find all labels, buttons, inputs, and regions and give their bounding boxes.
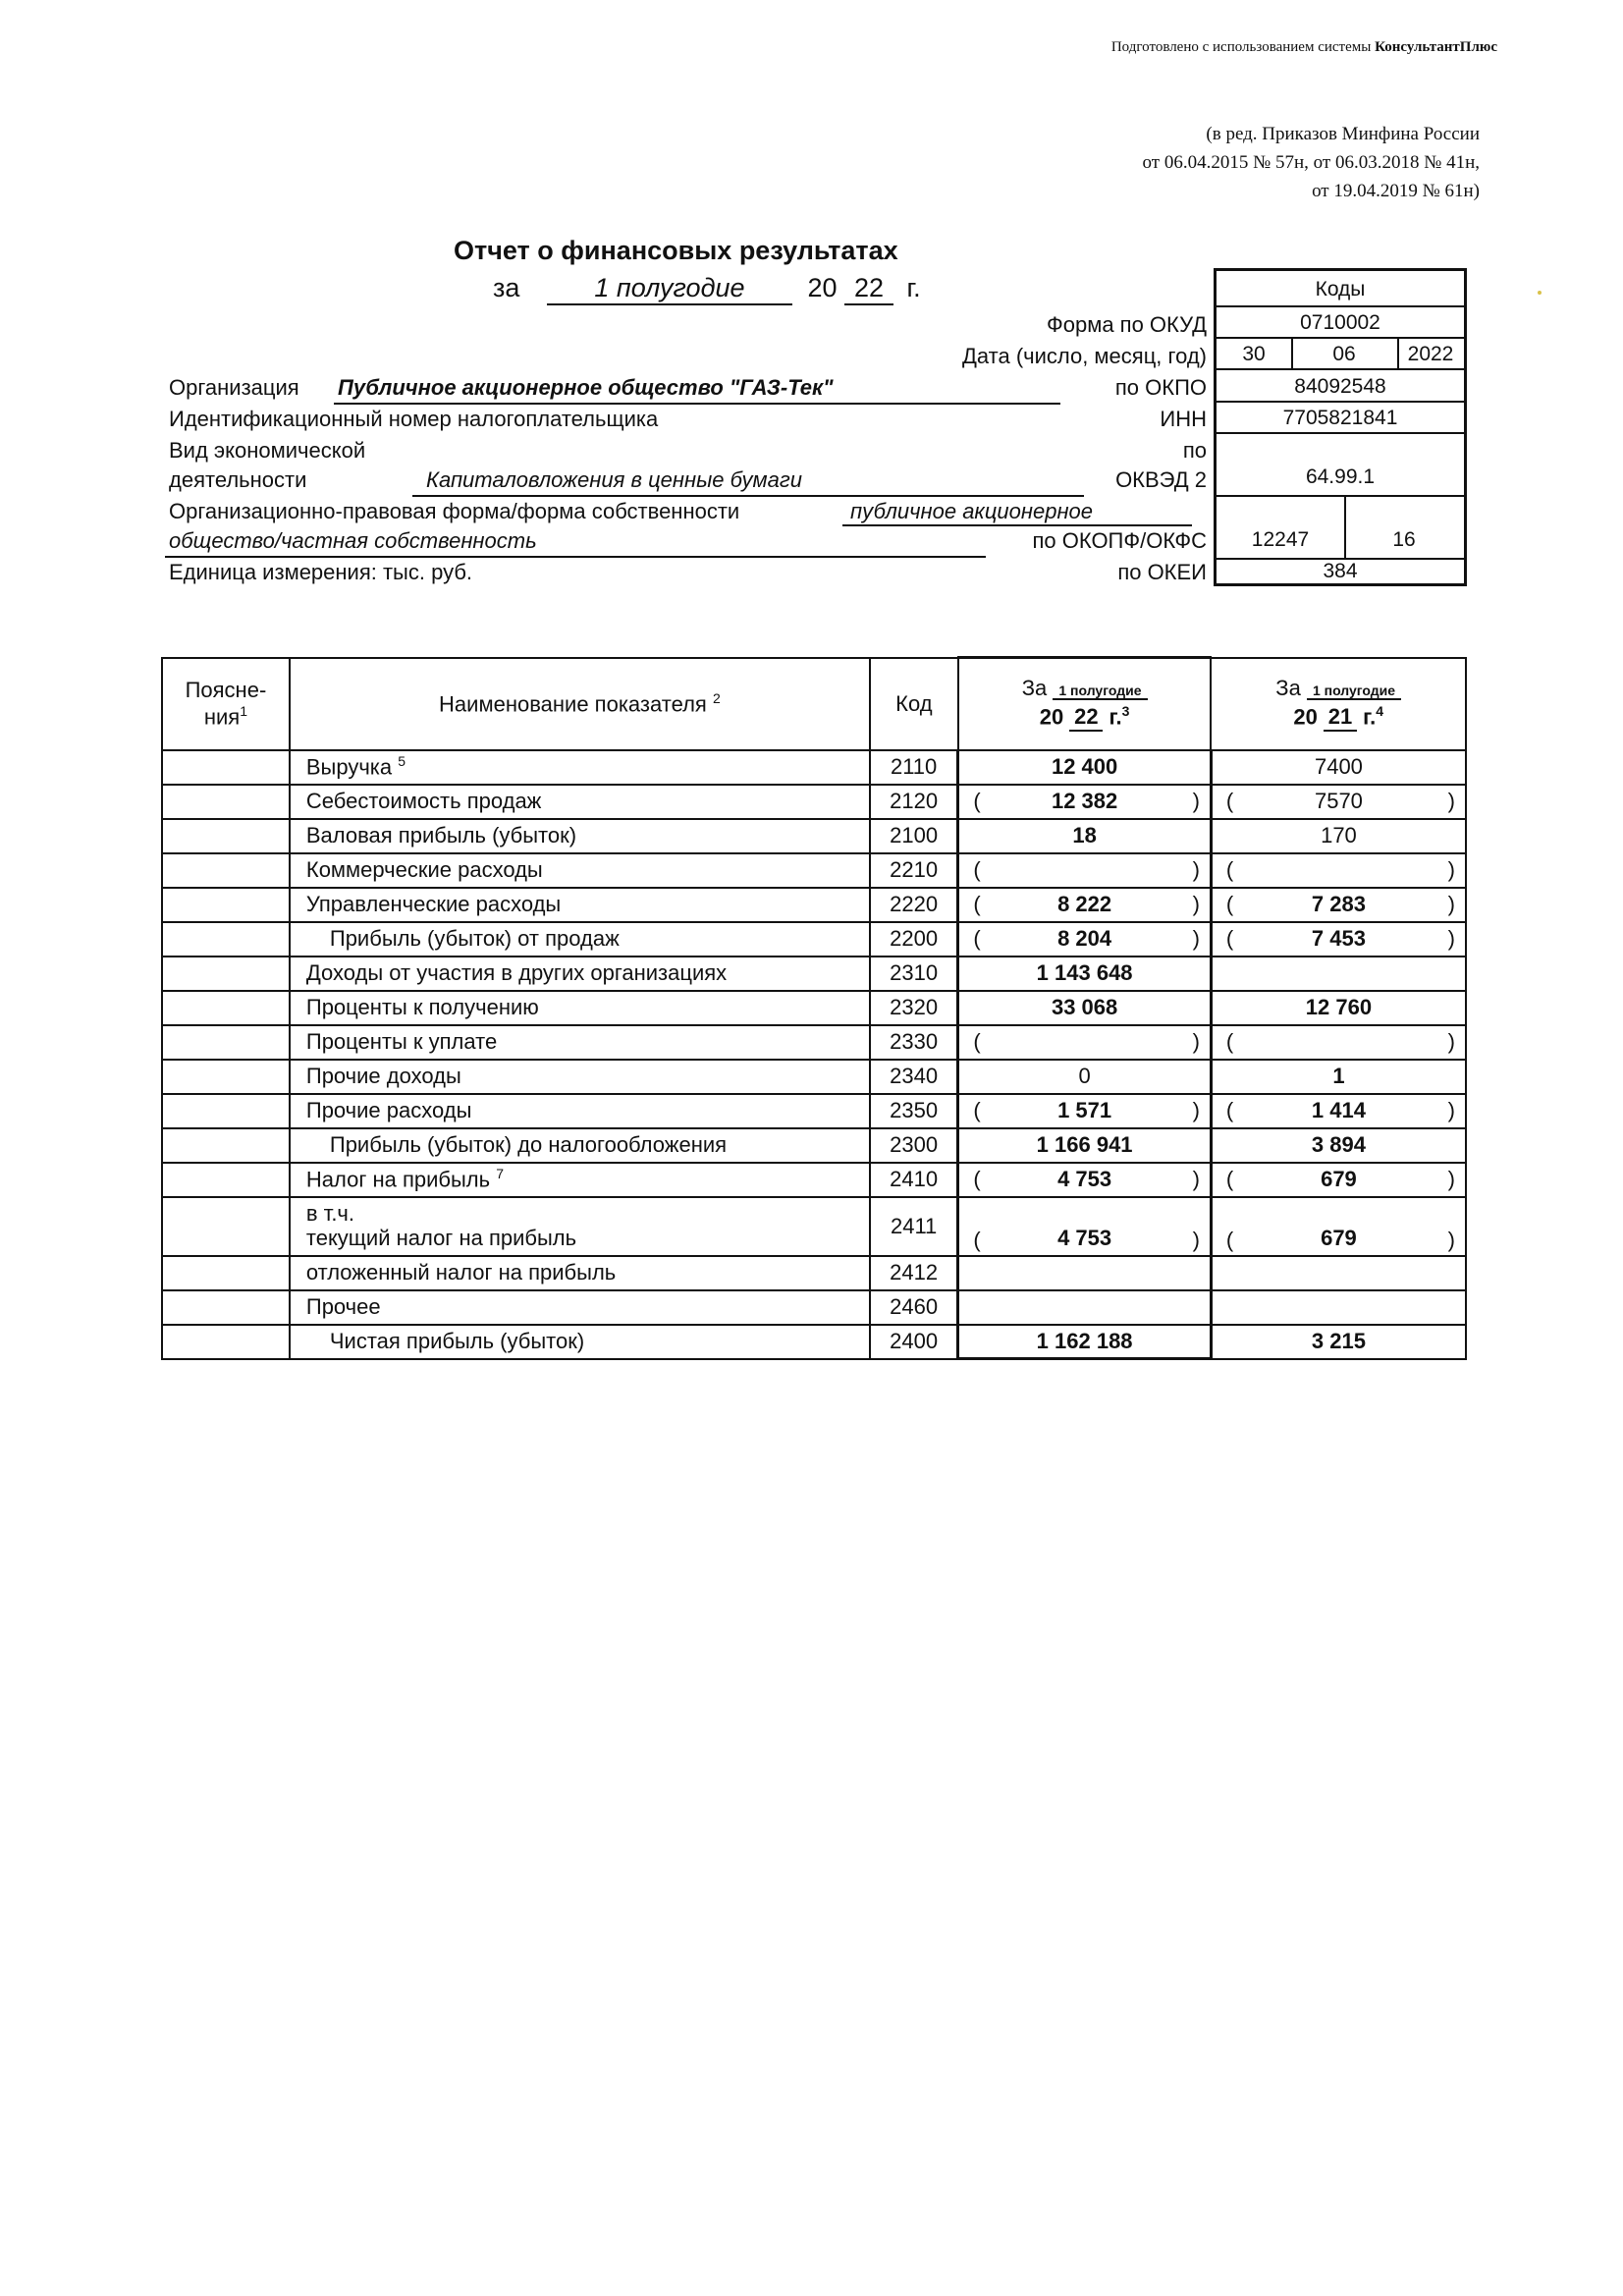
- line-code: 2460: [870, 1290, 958, 1325]
- activity-value: Капиталовложения в ценные бумаги: [426, 467, 802, 492]
- value-text: 4 753: [1057, 1225, 1112, 1250]
- current-period-value: [958, 957, 1212, 991]
- line-code: 2330: [870, 1025, 958, 1060]
- indicator-name: [290, 991, 870, 1025]
- open-parenthesis: (: [1225, 1167, 1234, 1191]
- open-parenthesis: (: [1225, 1227, 1234, 1252]
- close-parenthesis: ): [1447, 1167, 1455, 1191]
- current-period-value: [958, 819, 1212, 853]
- footnote-mark: 4: [1376, 702, 1383, 719]
- close-parenthesis: ): [1192, 1167, 1200, 1191]
- col-prev-year-prefix: 20: [1293, 704, 1318, 730]
- current-period-value: [958, 888, 1212, 922]
- indicator-name: [290, 1325, 870, 1359]
- current-period-value: [958, 922, 1212, 957]
- previous-period-value: [1211, 1060, 1466, 1094]
- col-cur-year: 22: [1069, 704, 1103, 732]
- value-text: 3 894: [1311, 1132, 1366, 1157]
- current-period-value: [958, 1197, 1212, 1256]
- value-text: 12 400: [1051, 754, 1118, 779]
- codes-header: Коды: [1217, 271, 1464, 307]
- notes-cell: [162, 1094, 290, 1128]
- table-row: [162, 922, 1466, 957]
- close-parenthesis: ): [1192, 1227, 1200, 1252]
- previous-period-value: [1211, 1025, 1466, 1060]
- value-text: 1: [1332, 1064, 1345, 1088]
- col-code-header: Код: [870, 658, 958, 750]
- notes-cell: [162, 1256, 290, 1290]
- indicator-name: [290, 888, 870, 922]
- table-row: [162, 1025, 1466, 1060]
- line-code: 2210: [870, 853, 958, 888]
- table-row: [162, 1325, 1466, 1359]
- inn-label: ИНН: [1160, 407, 1207, 431]
- indicator-name-text: Прибыль (убыток) от продаж: [329, 926, 620, 951]
- table-row: [162, 1094, 1466, 1128]
- table-row: [162, 1163, 1466, 1197]
- line-code: 2120: [870, 785, 958, 819]
- value-text: 1 166 941: [1036, 1132, 1133, 1157]
- close-parenthesis: ): [1447, 857, 1455, 882]
- amendment-line: от 06.04.2015 № 57н, от 06.03.2018 № 41н,: [1142, 152, 1480, 173]
- okei-code: 384: [1323, 560, 1358, 582]
- indicator-name-prefix: в т.ч.: [305, 1200, 354, 1226]
- notes-cell: [162, 750, 290, 785]
- indicator-name: [290, 1094, 870, 1128]
- col-prev-year: 21: [1324, 704, 1357, 732]
- indicator-name: [290, 1256, 870, 1290]
- indicator-name-text: Проценты к уплате: [305, 1029, 498, 1054]
- legal-form-label: Организационно-правовая форма/форма собственности: [169, 499, 740, 523]
- okfs-code: 16: [1392, 528, 1416, 551]
- table-row: [162, 750, 1466, 785]
- line-code: 2100: [870, 819, 958, 853]
- line-code: 2310: [870, 957, 958, 991]
- period-year-prefix: 20: [807, 273, 838, 302]
- notes-cell: [162, 922, 290, 957]
- date-day: 30: [1242, 343, 1266, 365]
- table-header-row: [162, 658, 1466, 750]
- indicator-name-text: Управленческие расходы: [305, 892, 562, 916]
- line-code: 2340: [870, 1060, 958, 1094]
- brand-name: КонсультантПлюс: [1375, 39, 1497, 55]
- report-title: Отчет о финансовых результатах: [454, 236, 898, 265]
- amendment-line: (в ред. Приказов Минфина России: [1206, 124, 1480, 144]
- indicator-name: [290, 1060, 870, 1094]
- open-parenthesis: (: [1225, 926, 1234, 951]
- previous-period-value: [1211, 957, 1466, 991]
- okopf-code: 12247: [1251, 528, 1310, 551]
- value-text: 3 215: [1311, 1329, 1366, 1353]
- previous-period-value: [1211, 1128, 1466, 1163]
- inn-label-left: Идентификационный номер налогоплательщика: [169, 407, 659, 431]
- legal-form-underline-2: [165, 556, 986, 558]
- indicator-name: [290, 785, 870, 819]
- close-parenthesis: ): [1192, 857, 1200, 882]
- previous-period-value: [1211, 1325, 1466, 1359]
- activity-label: Вид экономической: [169, 438, 366, 463]
- table-row: [162, 853, 1466, 888]
- table-row: [162, 1256, 1466, 1290]
- close-parenthesis: ): [1447, 892, 1455, 916]
- codes-box: [1214, 268, 1467, 586]
- open-parenthesis: (: [973, 926, 981, 951]
- close-parenthesis: ): [1192, 892, 1200, 916]
- line-code: 2412: [870, 1256, 958, 1290]
- indicator-name-text: Себестоимость продаж: [305, 789, 542, 813]
- open-parenthesis: (: [973, 789, 981, 813]
- value-text: 1 571: [1057, 1098, 1112, 1122]
- org-value: Публичное акционерное общество "ГАЗ-Тек": [338, 375, 834, 400]
- current-period-value: [958, 1060, 1212, 1094]
- current-period-value: [958, 1025, 1212, 1060]
- value-text: 1 143 648: [1036, 960, 1133, 985]
- footnote-mark: 7: [496, 1166, 505, 1182]
- date-code: [1217, 339, 1464, 370]
- value-text: 4 753: [1057, 1167, 1112, 1191]
- table-row: [162, 1290, 1466, 1325]
- value-text: 7570: [1314, 789, 1363, 813]
- previous-period-value: [1211, 1163, 1466, 1197]
- date-label: Дата (число, месяц, год): [961, 344, 1207, 368]
- value-text: 679: [1321, 1225, 1357, 1250]
- period-suffix: г.: [906, 273, 921, 302]
- close-parenthesis: ): [1447, 1098, 1455, 1122]
- notes-cell: [162, 1025, 290, 1060]
- col-name-label: Наименование показателя: [439, 691, 707, 717]
- previous-period-value: [1211, 819, 1466, 853]
- value-text: 7 453: [1311, 926, 1366, 951]
- value-text: 679: [1321, 1167, 1357, 1191]
- value-text: 8 222: [1057, 892, 1112, 916]
- value-text: 12 760: [1305, 995, 1373, 1019]
- legal-form-value-2: общество/частная собственность: [169, 528, 537, 553]
- indicator-name-text: Налог на прибыль: [305, 1167, 491, 1192]
- current-period-value: [958, 1290, 1212, 1325]
- close-parenthesis: ): [1192, 926, 1200, 951]
- value-text: 1 162 188: [1036, 1328, 1133, 1353]
- date-divider: [1397, 339, 1399, 370]
- table-row: [162, 819, 1466, 853]
- notes-cell: [162, 819, 290, 853]
- okopf-divider: [1344, 497, 1346, 560]
- table-row: [162, 1197, 1466, 1256]
- date-year: 2022: [1407, 343, 1454, 365]
- notes-cell: [162, 1060, 290, 1094]
- value-text: 18: [1072, 823, 1097, 847]
- okud-label: Форма по ОКУД: [1047, 312, 1207, 337]
- activity-underline: [412, 495, 1084, 497]
- col-name-header: [290, 658, 870, 750]
- org-underline: [334, 403, 1060, 405]
- indicator-name-text: Проценты к получению: [305, 995, 539, 1019]
- close-parenthesis: ): [1192, 1098, 1200, 1122]
- notes-cell: [162, 888, 290, 922]
- report-period: [493, 273, 921, 305]
- amendment-note: [1143, 120, 1480, 205]
- open-parenthesis: (: [973, 1167, 981, 1191]
- table-row: [162, 991, 1466, 1025]
- open-parenthesis: (: [973, 1098, 981, 1122]
- value-text: 1 414: [1311, 1098, 1366, 1122]
- scan-speck: [1538, 291, 1542, 295]
- okud-code: 0710002: [1217, 307, 1464, 339]
- current-period-value: [958, 1128, 1212, 1163]
- previous-period-value: [1211, 853, 1466, 888]
- col-notes-header: [162, 658, 290, 750]
- amendment-line: от 19.04.2019 № 61н): [1312, 181, 1480, 201]
- current-period-value: [958, 750, 1212, 785]
- indicator-name: [290, 922, 870, 957]
- indicator-name: [290, 853, 870, 888]
- line-code: 2350: [870, 1094, 958, 1128]
- notes-cell: [162, 1128, 290, 1163]
- indicator-name-text: текущий налог на прибыль: [305, 1225, 577, 1250]
- open-parenthesis: (: [973, 1227, 981, 1252]
- open-parenthesis: (: [1225, 1098, 1234, 1122]
- table-row: [162, 888, 1466, 922]
- indicator-name-text: Коммерческие расходы: [305, 857, 543, 882]
- value-text: 0: [1078, 1064, 1091, 1088]
- footnote-mark: 1: [240, 702, 248, 719]
- close-parenthesis: ): [1192, 1029, 1200, 1054]
- indicator-name: [290, 957, 870, 991]
- table-row: [162, 1060, 1466, 1094]
- value-text: 7400: [1314, 754, 1363, 779]
- close-parenthesis: ): [1447, 1227, 1455, 1252]
- unit-label: Единица измерения: тыс. руб.: [169, 560, 473, 584]
- indicator-name-text: Чистая прибыль (убыток): [329, 1329, 585, 1353]
- activity-label-2: деятельности: [169, 467, 307, 492]
- close-parenthesis: ): [1447, 1029, 1455, 1054]
- previous-period-value: [1211, 922, 1466, 957]
- value-text: 12 382: [1051, 789, 1118, 813]
- col-cur-year-prefix: 20: [1039, 704, 1064, 730]
- previous-period-value: [1211, 1094, 1466, 1128]
- line-code: 2320: [870, 991, 958, 1025]
- value-text: 8 204: [1057, 926, 1112, 951]
- open-parenthesis: (: [1225, 789, 1234, 813]
- previous-period-value: [1211, 1290, 1466, 1325]
- indicator-name-text: отложенный налог на прибыль: [305, 1260, 617, 1285]
- indicator-name-text: Прочее: [305, 1294, 381, 1319]
- open-parenthesis: (: [973, 857, 981, 882]
- indicator-name-text: Прочие расходы: [305, 1098, 472, 1122]
- okved-label-top: по: [1182, 438, 1207, 463]
- footnote-mark: 5: [398, 753, 406, 770]
- date-month: 06: [1332, 343, 1356, 365]
- legal-form-value-1: публичное акционерное: [850, 499, 1094, 523]
- financial-results-table: [161, 656, 1467, 1360]
- col-prev-suffix: г.: [1363, 704, 1377, 730]
- line-code: 2400: [870, 1325, 958, 1359]
- footnote-mark: 2: [712, 689, 721, 706]
- line-code: 2411: [870, 1197, 958, 1256]
- close-parenthesis: ): [1447, 789, 1455, 813]
- current-period-value: [958, 853, 1212, 888]
- col-prev-period: 1 полугодие: [1307, 683, 1401, 700]
- footnote-mark: 3: [1121, 703, 1130, 720]
- col-previous-header: [1211, 658, 1466, 750]
- notes-cell: [162, 1163, 290, 1197]
- line-code: 2220: [870, 888, 958, 922]
- period-prefix: за: [493, 273, 520, 302]
- table-row: [162, 785, 1466, 819]
- current-period-value: [958, 1325, 1212, 1359]
- col-current-header: [958, 658, 1212, 750]
- notes-cell: [162, 1325, 290, 1359]
- open-parenthesis: (: [1225, 1029, 1234, 1054]
- line-code: 2200: [870, 922, 958, 957]
- indicator-name-text: Доходы от участия в других организациях: [305, 960, 728, 985]
- indicator-name-text: Выручка: [305, 754, 393, 780]
- notes-cell: [162, 957, 290, 991]
- close-parenthesis: ): [1192, 789, 1200, 813]
- period-value: 1 полугодие: [547, 273, 792, 305]
- okei-label: по ОКЕИ: [1117, 560, 1207, 584]
- notes-cell: [162, 1290, 290, 1325]
- col-cur-period: 1 полугодие: [1053, 683, 1147, 700]
- indicator-name-text: Прибыль (убыток) до налогообложения: [329, 1132, 728, 1157]
- col-cur-suffix: г.: [1109, 704, 1122, 730]
- prepared-text: Подготовлено с использованием системы: [1110, 39, 1376, 55]
- notes-cell: [162, 1197, 290, 1256]
- okpo-label: по ОКПО: [1114, 375, 1207, 400]
- open-parenthesis: (: [1225, 857, 1234, 882]
- previous-period-value: [1211, 888, 1466, 922]
- indicator-name-text: Прочие доходы: [305, 1064, 461, 1088]
- table-row: [162, 1128, 1466, 1163]
- value-text: 7 283: [1311, 892, 1366, 916]
- current-period-value: [958, 1256, 1212, 1290]
- indicator-name: [290, 1163, 870, 1197]
- okopf-label: по ОКОПФ/ОКФС: [1032, 528, 1207, 553]
- current-period-value: [958, 991, 1212, 1025]
- current-period-value: [958, 1094, 1212, 1128]
- current-period-value: [958, 785, 1212, 819]
- line-code: 2410: [870, 1163, 958, 1197]
- indicator-name: [290, 1128, 870, 1163]
- okved-code: 64.99.1: [1217, 434, 1464, 497]
- open-parenthesis: (: [973, 1029, 981, 1054]
- okved-label: ОКВЭД 2: [1115, 467, 1207, 492]
- table-row: [162, 957, 1466, 991]
- legal-form-underline-1: [842, 524, 1192, 526]
- value-text: 170: [1321, 823, 1357, 847]
- value-text: 33 068: [1051, 995, 1118, 1019]
- okopf-okfs-code: [1217, 497, 1464, 560]
- notes-cell: [162, 991, 290, 1025]
- col-cur-prefix: За: [1021, 676, 1048, 701]
- open-parenthesis: (: [973, 892, 981, 916]
- previous-period-value: [1211, 750, 1466, 785]
- col-notes-label: Поясне- ния: [185, 677, 267, 730]
- date-divider: [1291, 339, 1293, 370]
- indicator-name: [290, 1197, 870, 1256]
- previous-period-value: [1211, 1197, 1466, 1256]
- previous-period-value: [1211, 785, 1466, 819]
- period-year: 22: [844, 273, 893, 305]
- indicator-name-text: Валовая прибыль (убыток): [305, 823, 577, 847]
- indicator-name: [290, 750, 870, 785]
- notes-cell: [162, 853, 290, 888]
- inn-code: 7705821841: [1217, 403, 1464, 434]
- notes-cell: [162, 785, 290, 819]
- indicator-name: [290, 1025, 870, 1060]
- org-label: Организация: [169, 375, 299, 400]
- col-prev-prefix: За: [1275, 675, 1301, 700]
- prepared-note: [1111, 39, 1497, 56]
- okpo-code: 84092548: [1217, 370, 1464, 403]
- previous-period-value: [1211, 1256, 1466, 1290]
- line-code: 2110: [870, 750, 958, 785]
- close-parenthesis: ): [1447, 926, 1455, 951]
- indicator-name: [290, 819, 870, 853]
- indicator-name: [290, 1290, 870, 1325]
- line-code: 2300: [870, 1128, 958, 1163]
- open-parenthesis: (: [1225, 892, 1234, 916]
- current-period-value: [958, 1163, 1212, 1197]
- previous-period-value: [1211, 991, 1466, 1025]
